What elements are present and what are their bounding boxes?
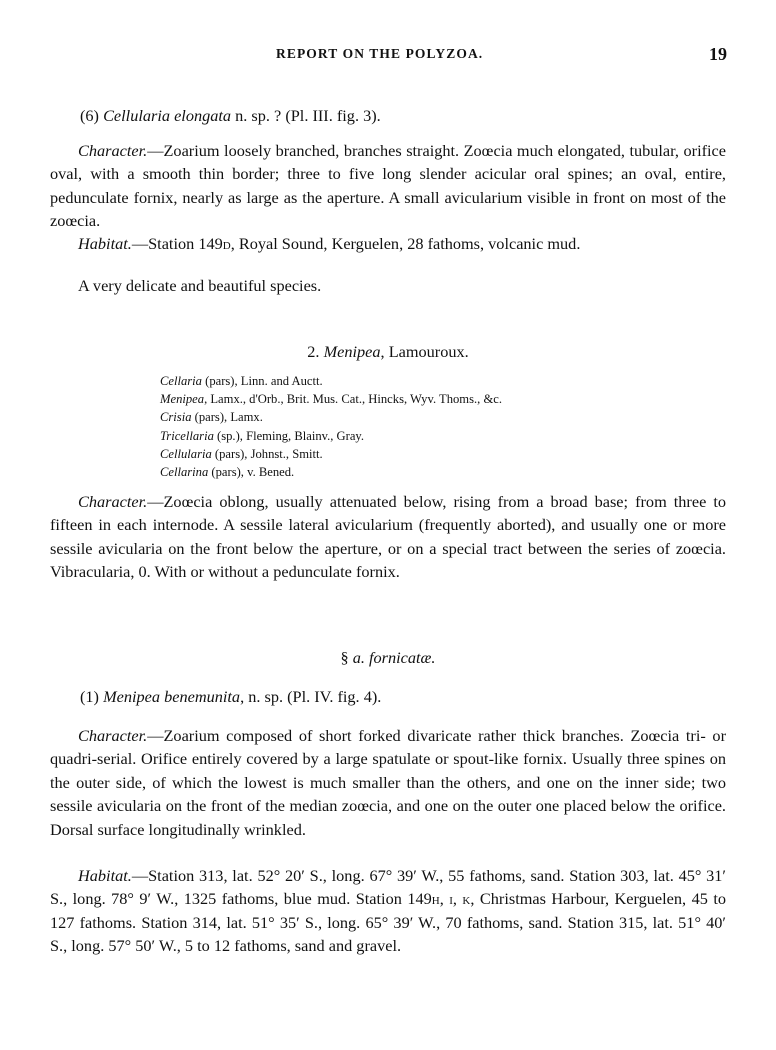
synonym-detail: (pars), Linn. and Auctt.: [201, 374, 323, 388]
character-label: Character.: [78, 141, 148, 160]
character-text: —Zoarium loosely branched, branches straight. Zoœcia much elongated, tubular, orifice oval, with a smooth thin border; three to five long slender acicular oral spines; an oval, entire, pedunculate fornix, nearly as large as the aperture. A small avicularium visible in front on most of the zoœcia.: [50, 141, 726, 231]
synonym-detail: (pars), Johnst., Smitt.: [211, 446, 323, 461]
species-name: Menipea benemunita: [103, 687, 241, 706]
synonym-line: [160, 372, 502, 390]
synonym-line: [160, 463, 502, 481]
habitat-station-letters: h, i, k: [431, 889, 471, 909]
species2-habitat: [50, 864, 726, 958]
synonym-name: Cellularia: [160, 446, 212, 461]
page-number: 19: [709, 44, 727, 64]
section-name: fornicatæ.: [369, 648, 436, 667]
synonym-detail: , Lamx., d'Orb., Brit. Mus. Cat., Hincks, Wyv. Thoms., &c.: [204, 392, 502, 407]
character-text: —Zoœcia oblong, usually attenuated below, rising from a broad base; from three to fifteen in each internode. A sessile lateral avicularium (frequently aborted), and usually one or more sessile avicularia on the front below the aperture, or on a special tract between the series of zoœcia. Vibracularia, 0. With or without a pedunculate fornix.: [50, 492, 726, 582]
habitat-label: Habitat.: [78, 866, 132, 885]
species1-character: [50, 139, 726, 233]
character-text: —Zoarium composed of short forked divaricate rather thick branches. Zoœcia tri- or quadri-serial. Orifice entirely covered by a large spatulate or spout-like fornix. Usually three spines on the outer side, of which the lowest is much smaller than the others, and one on the inner side; two sessile avicularia on the front of the median zoœcia, and one on the outer one placed below the orifice. Dorsal surface longitudinally wrinkled.: [50, 726, 726, 839]
page-header: [0, 44, 776, 68]
species1-remark: A very delicate and beautiful species.: [78, 276, 322, 295]
synonym-name: Crisia: [160, 410, 192, 425]
species-heading-cellularia-elongata: [80, 104, 381, 127]
synonym-detail: (sp.), Fleming, Blainv., Gray.: [213, 428, 365, 443]
genus-heading: [0, 340, 776, 363]
species-number: (1): [80, 687, 99, 706]
habitat-text-2: , Christmas Harbour, Kerguelen, 45 to 127 fathoms. Station 314, lat. 51° 35′ S., long. 65° 39′ W., 70 fathoms, sand. Station 315, lat. 51° 40′ S., long. 57° 50′ W., 5 to 12 fathoms, sand and gravel.: [50, 889, 726, 956]
habitat-label: Habitat.: [78, 234, 132, 253]
habitat-pre: —Station 149: [131, 234, 223, 253]
running-title: REPORT ON THE POLYZOA.: [276, 46, 484, 61]
section-letter: a.: [352, 648, 365, 667]
synonym-list: [160, 372, 502, 481]
synonym-line: [160, 408, 502, 426]
section-heading: [0, 646, 776, 669]
species-number: (6): [80, 106, 99, 125]
species-heading-menipea-benemunita: [80, 685, 381, 708]
synonym-line: [160, 390, 502, 408]
synonym-name: Cellarina: [160, 465, 209, 480]
synonym-detail: (pars), Lamx.: [191, 410, 263, 425]
species2-character: [50, 724, 726, 841]
species-suffix: n. sp. ? (Pl. III. fig. 3).: [235, 106, 381, 125]
section-symbol: §: [340, 648, 349, 667]
habitat-station-letter: d: [222, 234, 231, 253]
species-name: Cellularia elongata: [103, 106, 232, 125]
synonym-detail: (pars), v. Bened.: [208, 465, 295, 480]
synonym-name: Tricellaria: [160, 428, 214, 443]
character-label: Character.: [78, 726, 148, 745]
species1-habitat: [78, 232, 728, 255]
character-label: Character.: [78, 492, 148, 511]
genus-number: 2.: [307, 342, 320, 361]
habitat-text-1: —Station 313, lat. 52° 20′ S., long. 67° 39′ W., 55 fathoms, sand. Station 303, lat. 45° 31′ S., long. 78° 9′ W., 1325 fathoms, blue mud. Station 149: [50, 866, 726, 909]
synonym-line: [160, 445, 502, 463]
genus-character: [50, 490, 726, 584]
synonym-name: Cellaria: [160, 374, 202, 388]
synonym-line: [160, 427, 502, 445]
habitat-post: , Royal Sound, Kerguelen, 28 fathoms, volcanic mud.: [230, 234, 581, 253]
synonym-name: Menipea: [160, 392, 205, 407]
genus-name: Menipea: [323, 342, 381, 361]
genus-author: , Lamouroux.: [380, 342, 469, 361]
species-suffix: , n. sp. (Pl. IV. fig. 4).: [240, 687, 382, 706]
